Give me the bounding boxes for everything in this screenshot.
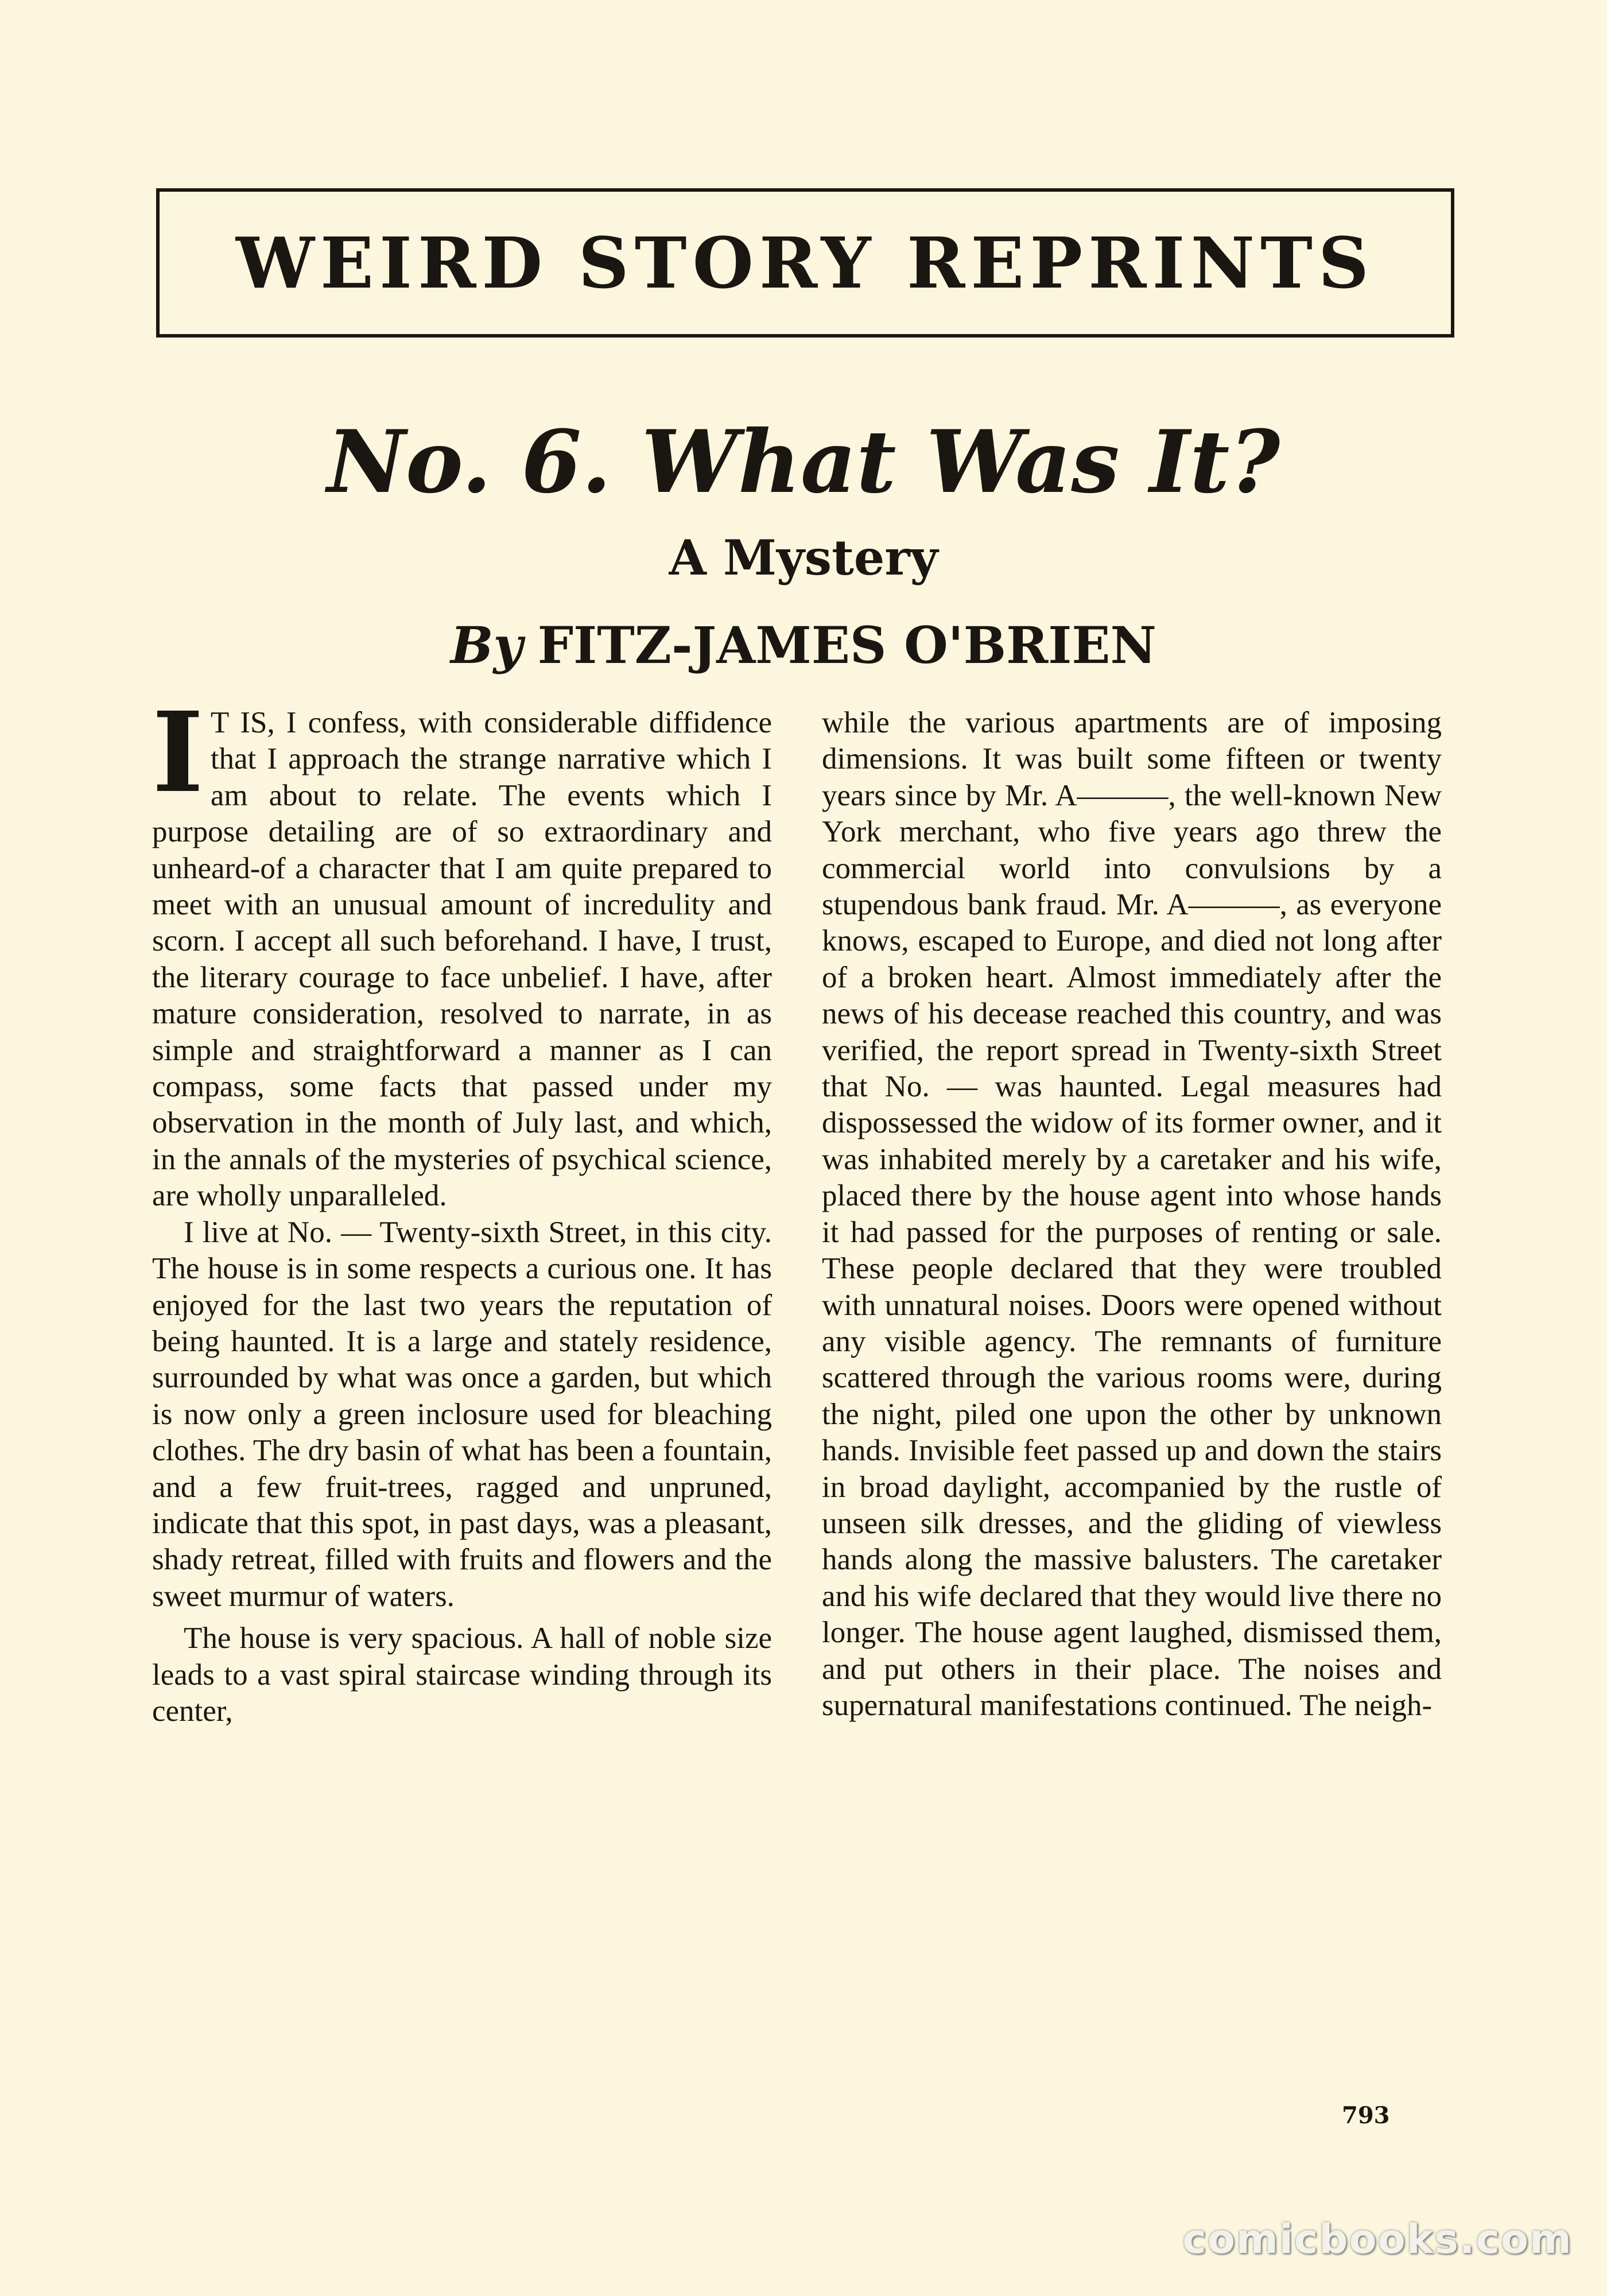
paragraph-text: T IS, I confess, with considerable diffidence that I approach the strange narrative which I am about to relate. The events which I purpose detailing are of so extraordinary and unheard-of a character that I am quite prepared to meet with an unusual amount of incredulity and scorn. I accept all such beforehand. I have, I trust, the literary courage to face unbelief. I have, after mature consideration, resolved to narrate, in as simple and straightforward a manner as I can compass, some facts that passed under my observation in the month of July last, and which, in the annals of the mysteries of psychical science, are wholly unparalleled.: [152, 706, 772, 1213]
drop-cap: I: [152, 688, 204, 817]
story-subtitle: A Mystery: [669, 529, 938, 586]
body-paragraph: while the various apartments are of imposing dimensions. It was built some fifteen or twenty years since by Mr. A———, the well-known New York merchant, who five years ago threw the commercial world into convulsions by a stupendous bank fraud. Mr. A———, as everyone knows, escaped to Europe, and died not long after of a broken heart. Almost immediately after the news of his decease reached this country, and was verified, the report spread in Twenty-sixth Street that No. — was haunted. Legal measures had dispossessed the widow of its former owner, and it was inhabited merely by a caretaker and his wife, placed there by the house agent into whose hands it had passed for the purposes of renting or sale. These people declared that they were troubled with unnatural noises. Doors were opened without any visible agency. The remnants of furniture scattered through the various rooms were, during the night, piled one upon the other by unknown hands. Invisible feet passed up and down the stairs in broad daylight, accompanied by the rustle of unseen silk dresses, and the gliding of viewless hands along the massive balusters. The caretaker and his wife declared that they would live there no longer. The house agent laughed, dismissed them, and put others in their place. The noises and supernatural manifestations continued. The neigh-: [822, 706, 1442, 1722]
body-paragraph: [152, 688, 772, 1215]
left-column: [152, 688, 772, 1729]
right-column: [822, 705, 1442, 1724]
page-number: 793: [1342, 2102, 1390, 2129]
section-header-title: WEIRD STORY REPRINTS: [235, 222, 1375, 304]
byline-prefix: By: [451, 615, 523, 675]
watermark-logo: comicbooks.com: [1182, 2216, 1573, 2263]
author-name: FITZ-JAMES O'BRIEN: [537, 615, 1156, 675]
byline: [0, 615, 1607, 675]
story-title: No. 6. What Was It?: [327, 412, 1280, 513]
body-paragraph: I live at No. — Twenty-sixth Street, in this city. The house is in some respects a curious one. It has enjoyed for the last two years the reputation of being haunted. It is a large and stately residence, surrounded by what was once a garden, but which is now only a green inclosure used for bleaching clothes. The dry basin of what has been a fountain, and a few fruit-trees, ragged and unpruned, indicate that this spot, in past days, was a pleasant, shady retreat, filled with fruits and flowers and the sweet murmur of waters.: [152, 1215, 772, 1613]
section-header-box: [156, 188, 1454, 338]
body-paragraph: The house is very spacious. A hall of noble size leads to a vast spiral staircase winding through its center,: [152, 1622, 772, 1728]
